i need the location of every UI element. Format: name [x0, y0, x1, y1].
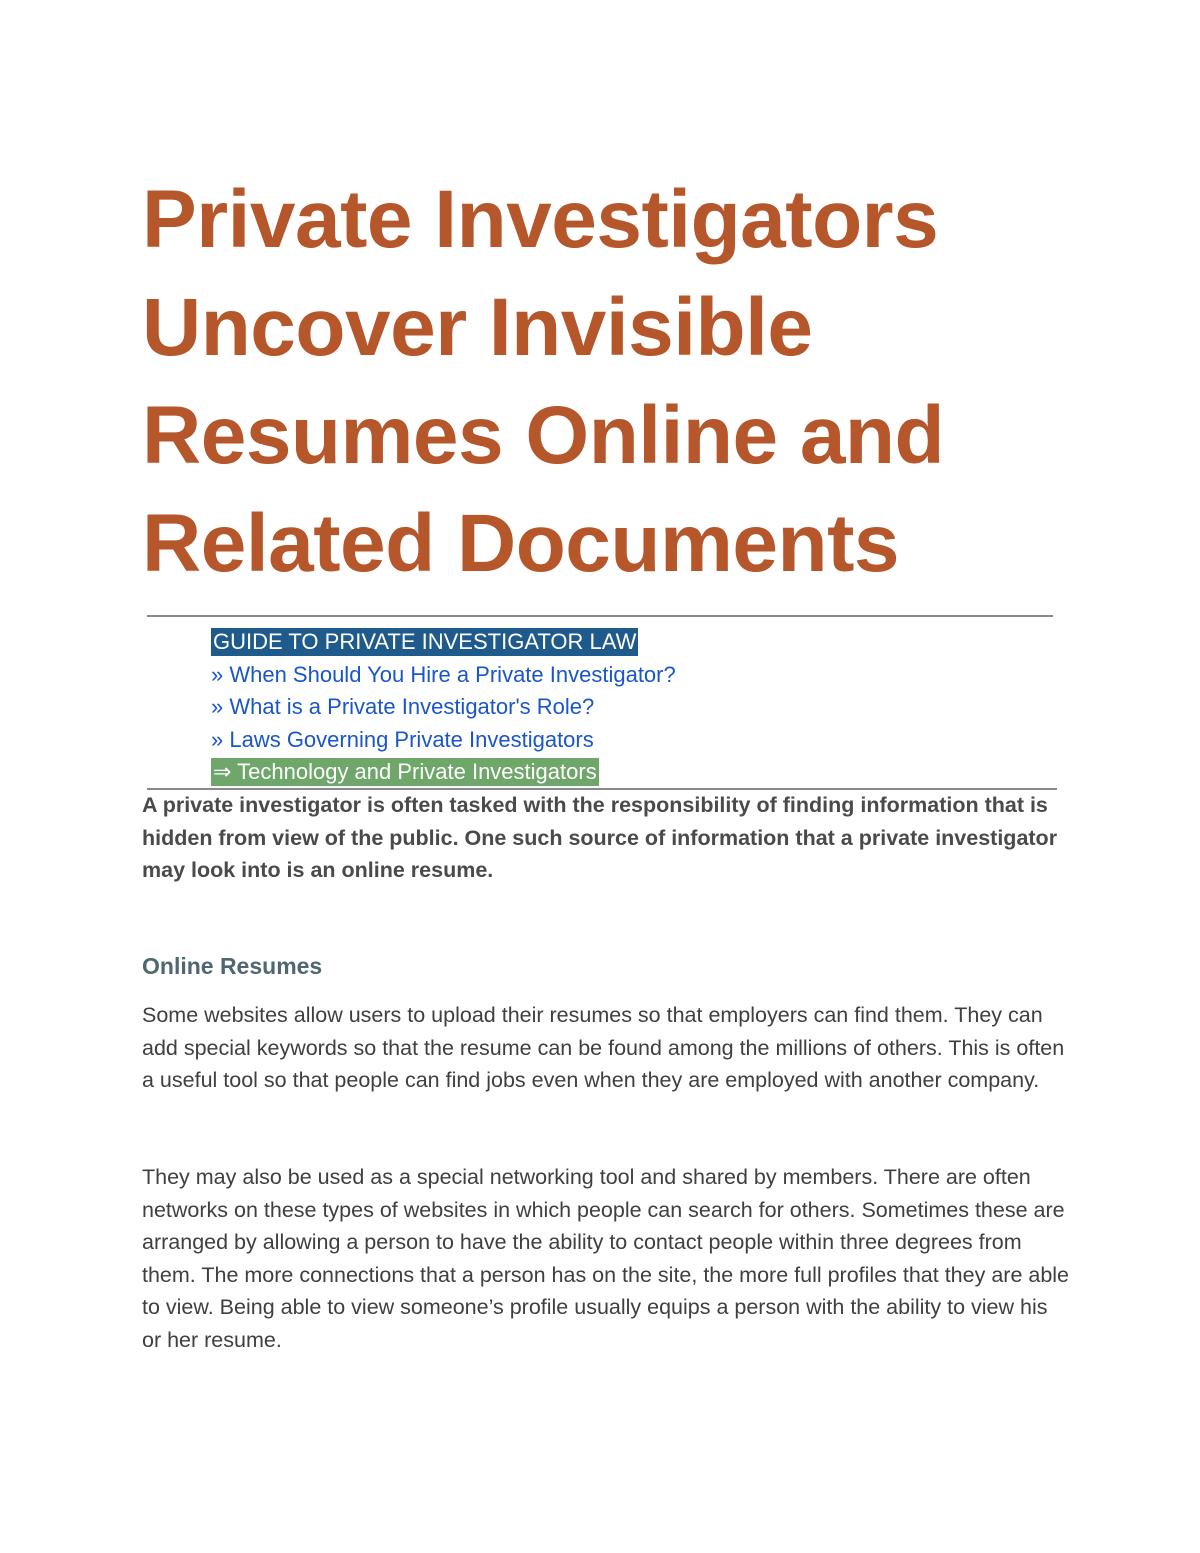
toc-item[interactable] — [211, 659, 676, 692]
guide-table-of-contents — [211, 626, 676, 789]
toc-current-technology[interactable]: ⇒ Technology and Private Investigators — [213, 759, 597, 784]
intro-paragraph: A private investigator is often tasked with the responsibility of finding information that is hidden from view of the public. One such source of information that a private investigator may look into is an online resume. — [142, 793, 1058, 882]
section-heading-online-resumes: Online Resumes — [142, 953, 323, 979]
toc-item-current[interactable] — [211, 756, 676, 789]
toc-link-when-to-hire[interactable]: » When Should You Hire a Private Investigator? — [211, 661, 676, 687]
page-title — [142, 166, 1042, 598]
toc-header: GUIDE TO PRIVATE INVESTIGATOR LAW — [213, 629, 637, 654]
title-line: Private Investigators — [142, 174, 939, 265]
toc-item[interactable] — [211, 724, 676, 757]
title-line: Related Documents — [142, 498, 900, 589]
toc-item[interactable] — [211, 691, 676, 724]
title-line: Resumes Online and — [142, 390, 945, 481]
toc-link-investigator-role[interactable]: » What is a Private Investigator's Role? — [211, 694, 595, 719]
body-paragraph: Some websites allow users to upload their resumes so that employers can find them. They can add special keywords so that the resume can be found among the millions of others. This is often a useful tool so that people can find jobs even when they are employed with another company. — [142, 1003, 1065, 1092]
title-line: Uncover Invisible — [142, 282, 813, 373]
toc-header-item — [211, 626, 676, 659]
toc-link-governing-laws[interactable]: » Laws Governing Private Investigators — [211, 726, 594, 752]
body-paragraph: They may also be used as a special networking tool and shared by members. There are often networks on these types of websites in which people can search for others. Sometimes these are arranged by allowing a person to have the ability to contact people within three degrees from them. The more connections that a person has on the site, the more full profiles that they are able to view. Being able to view someone’s profile usually equips a person with the ability to view his or her resume. — [142, 1165, 1070, 1352]
divider-top — [147, 615, 1053, 617]
